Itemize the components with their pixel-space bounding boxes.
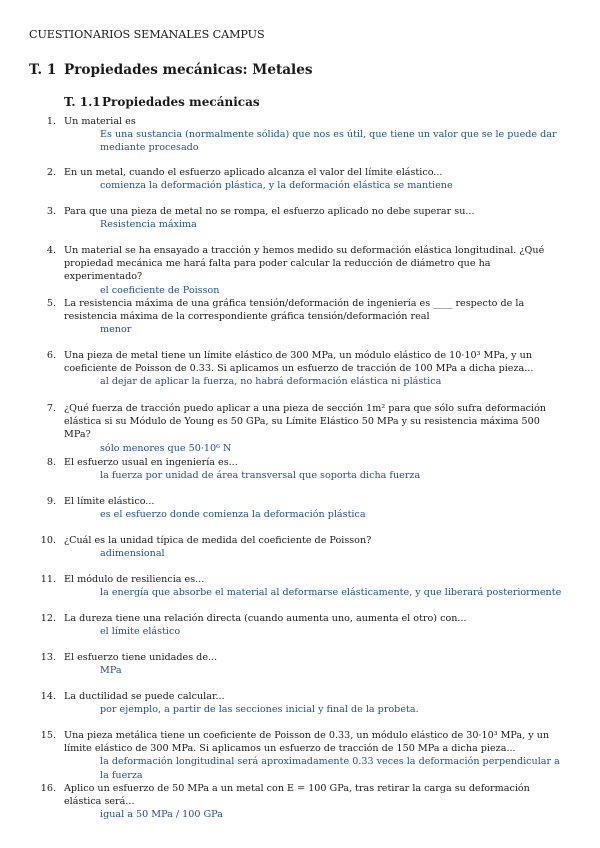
subsection-number: T. 1.1 <box>64 95 101 109</box>
answer-text: es el esfuerzo donde comienza la deformación plástica <box>100 509 366 521</box>
question-number: 12. <box>40 613 56 624</box>
question-text: El límite elástico... <box>64 496 155 507</box>
question-number: 11. <box>40 574 56 585</box>
question-text: Una pieza metálica tiene un coeficiente de Poisson de 0.33, un módulo elástico de 30·10³ MPa, y un límite elástico de 300 MPa. Si aplicamos un esfuerzo de tracción de 150 MPa a dicha pieza... <box>64 730 550 755</box>
question-number: 10. <box>40 535 56 546</box>
answer-text: la fuerza por unidad de área transversal que soporta dicha fuerza <box>100 470 421 482</box>
section-number: T. 1 <box>29 62 57 78</box>
question-text: ¿Cuál es la unidad típica de medida del coeficiente de Poisson? <box>64 535 372 546</box>
question-text: Una pieza de metal tiene un límite elástico de 300 MPa, un módulo elástico de 10·10³ MPa, y un coeficiente de Poisson de 0.33. Si aplicamos un esfuerzo de tracción de 100 MPa a dicha pieza... <box>64 350 534 375</box>
question-number: 8. <box>46 457 56 468</box>
question-number: 4. <box>46 245 56 256</box>
answer-text: adimensional <box>100 548 165 560</box>
question-text: Un material es <box>64 116 136 127</box>
section-heading <box>29 62 313 78</box>
question-text: La dureza tiene una relación directa (cuando aumenta uno, aumenta el otro) con... <box>64 613 467 624</box>
question-text: La ductilidad se puede calcular... <box>64 691 225 702</box>
question-number: 16. <box>40 783 56 794</box>
answer-text: igual a 50 MPa / 100 GPa <box>100 809 223 821</box>
answer-text: MPa <box>100 665 122 677</box>
question-number: 13. <box>40 652 56 663</box>
section-title: Propiedades mecánicas: Metales <box>64 62 313 78</box>
answer-text: el límite elástico <box>100 626 181 638</box>
answer-text: por ejemplo, a partir de las secciones inicial y final de la probeta. <box>100 704 419 716</box>
question-number: 3. <box>46 206 56 217</box>
subsection-title: Propiedades mecánicas <box>102 95 260 109</box>
question-number: 6. <box>46 350 56 361</box>
answer-text: Es una sustancia (normalmente sólida) que nos es útil, que tiene un valor que se le puede dar mediante procesado <box>100 129 557 154</box>
answer-text: la energía que absorbe el material al deformarse elásticamente, y que liberará posteriormente <box>100 587 562 599</box>
running-header: CUESTIONARIOS SEMANALES CAMPUS <box>29 28 265 41</box>
question-text: El esfuerzo usual en ingeniería es... <box>64 457 238 468</box>
question-number: 14. <box>40 691 56 702</box>
question-text: Para que una pieza de metal no se rompa, el esfuerzo aplicado no debe superar su... <box>64 206 475 217</box>
answer-text: sólo menores que 50·10⁶ N <box>100 442 232 454</box>
question-number: 15. <box>40 730 56 741</box>
question-text: Un material se ha ensayado a tracción y hemos medido su deformación elástica longitudinal. ¿Qué propiedad mecánica me hará falta para poder calcular la reducción de diámetro que ha experimentado? <box>64 245 545 283</box>
answer-text: al dejar de aplicar la fuerza, no habrá deformación elástica ni plástica <box>100 376 442 388</box>
answer-text: comienza la deformación plástica, y la deformación elástica se mantiene <box>100 180 453 192</box>
question-text: El esfuerzo tiene unidades de... <box>64 652 218 663</box>
answer-text: la deformación longitudinal será aproximadamente 0.33 veces la deformación perpendicular a la fuerza <box>100 756 560 781</box>
question-number: 5. <box>46 298 56 309</box>
question-number: 9. <box>46 496 56 507</box>
question-text: El módulo de resiliencia es... <box>64 574 205 585</box>
question-text: ¿Qué fuerza de tracción puedo aplicar a una pieza de sección 1m² para que sólo sufra deformación elástica si su Módulo de Young es 50 GPa, su Límite Elástico 50 MPa y su resistencia máxima 500 MPa? <box>64 403 547 441</box>
answer-text: Resistencia máxima <box>100 219 197 231</box>
subsection-heading <box>64 95 260 109</box>
question-text: En un metal, cuando el esfuerzo aplicado alcanza el valor del límite elástico... <box>64 167 443 178</box>
answer-text: menor <box>100 324 132 336</box>
question-number: 7. <box>46 403 56 414</box>
question-number: 1. <box>46 116 56 127</box>
answer-text: el coeficiente de Poisson <box>100 284 220 296</box>
question-number: 2. <box>46 167 56 178</box>
question-text: La resistencia máxima de una gráfica tensión/deformación de ingeniería es ____ respecto de la resistencia máxima de la correspondiente gráfica tensión/deformación real <box>64 298 525 323</box>
question-text: Aplico un esfuerzo de 50 MPa a un metal con E = 100 GPa, tras retirar la carga su deformación elástica será... <box>64 783 530 808</box>
